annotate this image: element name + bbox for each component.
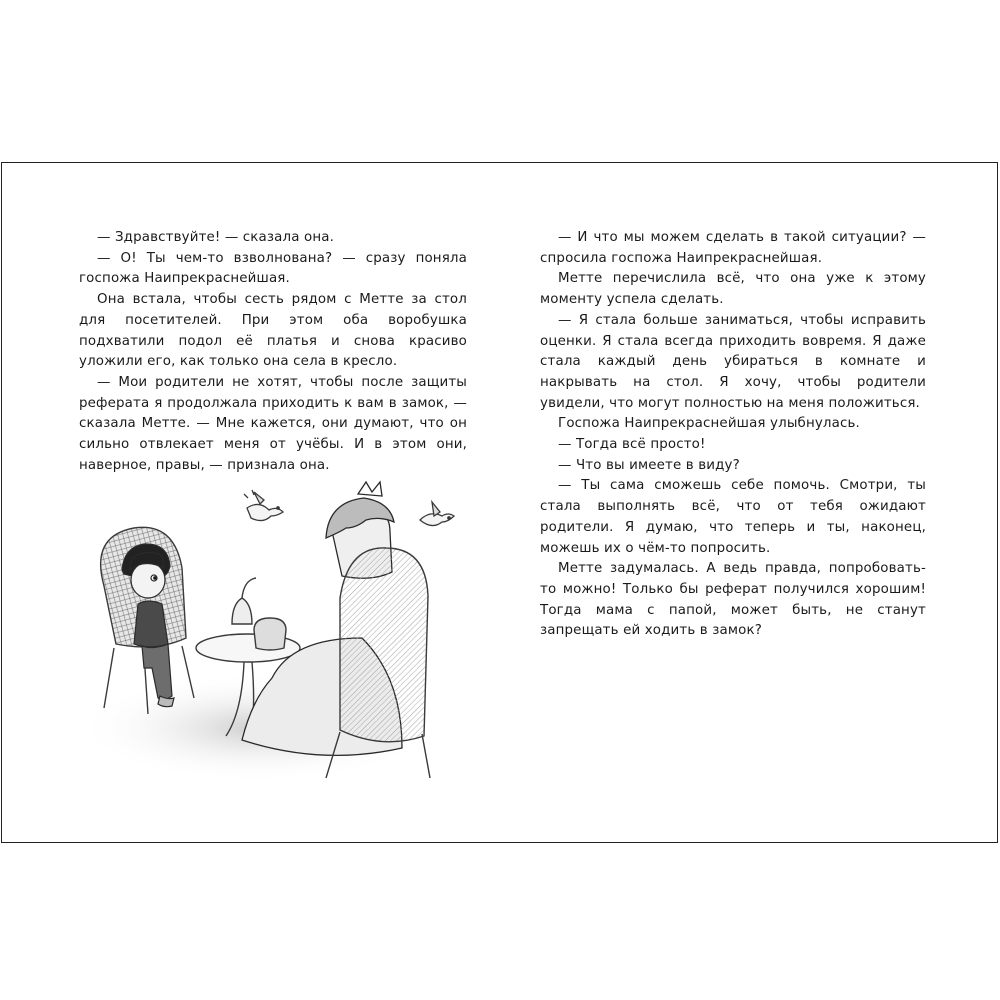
left-page-text (79, 228, 467, 476)
right-page-text (540, 228, 926, 642)
paragraph: — Мои родители не хотят, чтобы после защиты реферата я продолжала приходить к вам в замок, — сказала Метте. — Мне кажется, они думают, что он сильно отвлекает меня от учёбы. И в этом они, наверное, правы, — признала она. (79, 374, 467, 473)
paragraph: — И что мы можем сделать в такой ситуации? — спросила госпожа Наипрекраснейшая. (540, 230, 926, 266)
paragraph: — Здравствуйте! — сказала она. (97, 230, 334, 245)
paragraph: Метте перечислила всё, что она уже к этому моменту успела сделать. (540, 271, 926, 308)
paragraph: Метте задумалась. А ведь правда, попробовать-то можно! Только бы реферат получился хорошим! Тогда мама с папой, может быть, не станут запрещать ей ходить в замок? (540, 561, 926, 639)
paragraph: — Что вы имеете в виду? (558, 457, 740, 473)
paragraph: — О! Ты чем-то взволнована? — сразу поняла госпожа Наипрекраснейшая. (79, 250, 467, 287)
illustration-mette-and-lady-icon (82, 478, 482, 788)
paragraph: Госпожа Наипрекраснейшая улыбнулась. (558, 416, 860, 432)
paragraph: — Тогда всё просто! (558, 437, 706, 453)
paragraph: Она встала, чтобы сесть рядом с Метте за стол для посетителей. При этом оба воробушка подхватили подол её платья и снова красиво уложили его, как только она села в кресло. (79, 292, 467, 370)
paragraph: — Ты сама сможешь себе помочь. Смотри, ты стала выполнять всё, что от тебя ожидают родители. Я думаю, что теперь и ты, наконец, можешь их о чём-то попросить. (540, 478, 926, 556)
sparrow-left-icon (244, 490, 283, 521)
paragraph: — Я стала больше заниматься, чтобы исправить оценки. Я стала всегда приходить вовремя. Я даже стала каждый день убираться в комнате и накрывать на стол. Я хочу, чтобы родители увидели, что могут полностью на меня положиться. (540, 312, 926, 411)
sparrow-right-icon (420, 502, 454, 526)
